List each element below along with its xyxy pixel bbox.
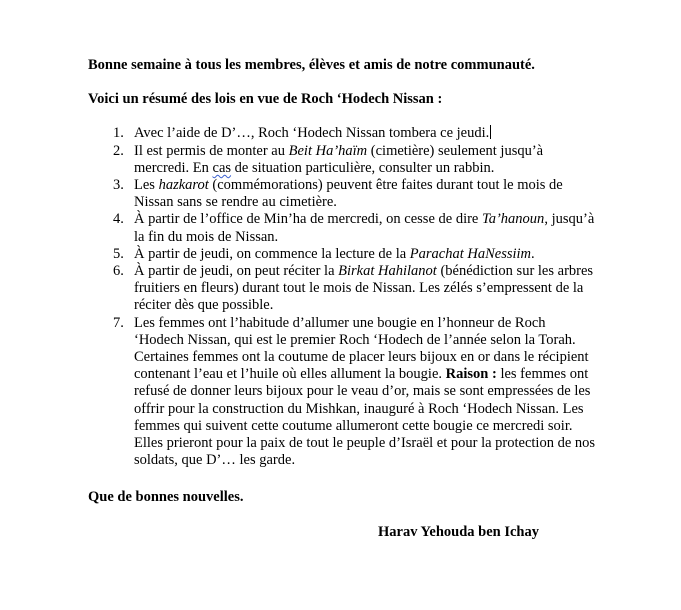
closing-text: Que de bonnes nouvelles. <box>88 489 244 506</box>
list-item <box>113 211 597 245</box>
spellcheck-word: cas <box>212 159 232 176</box>
list-item-number: 4. <box>113 211 124 228</box>
list-item <box>113 125 597 142</box>
intro-text: Voici un résumé des lois en vue de Roch ‘Hodech Nissan : <box>88 91 443 108</box>
list-item-text: Il est permis de monter au Beit Ha’haïm (cimetière) seulement jusqu’à mercredi. En cas de situation particulière, consulter un rabbin. <box>134 142 544 176</box>
list-item-number: 5. <box>113 245 124 262</box>
text-cursor <box>490 125 491 139</box>
list-item-text: Les femmes ont l’habitude d’allumer une bougie en l’honneur de Roch ‘Hodech Nissan, qui est le premier Roch ‘Hodech de l’année selon la Torah. Certaines femmes ont la coutume de placer leurs bijoux en or dans le récipient contenant l’eau et l’huile où elles allument la bougie. Raison : les femmes ont refusé de donner leurs bijoux pour le veau d’or, mais se sont empressées de les offrir pour la construction du Mishkan, inauguré à Roch ‘Hodech Nissan. Les femmes qui suivent cette coutume allumeront cette bougie ce mercredi soir. Elles prieront pour la paix de tout le peuple d’Israël et pour la protection de nos soldats, que D’… les garde. <box>134 314 596 469</box>
list-item-text: À partir de jeudi, on peut réciter la Birkat Hahilanot (bénédiction sur les arbres fruitiers en fleurs) durant tout le mois de Nissan. Les zélés s’empressent de la réciter dès que possible. <box>134 263 594 314</box>
list-item <box>113 143 597 177</box>
list-item-text: Les hazkarot (commémorations) peuvent être faites durant tout le mois de Nissan sans se rendre au cimetière. <box>134 177 563 211</box>
list-item <box>113 263 597 315</box>
list-item <box>113 246 597 263</box>
list-item-number: 2. <box>113 142 124 159</box>
list-item-number: 3. <box>113 177 124 194</box>
list-item-text: Avec l’aide de D’…, Roch ‘Hodech Nissan tombera ce jeudi. <box>134 125 490 142</box>
greeting-text: Bonne semaine à tous les membres, élèves et amis de notre communauté. <box>88 57 535 73</box>
list-item-text: À partir de l’office de Min’ha de mercredi, on cesse de dire Ta’hanoun, jusqu’à la fin du mois de Nissan. <box>134 211 595 245</box>
rules-list <box>113 125 597 469</box>
list-item-text: À partir de jeudi, on commence la lecture de la Parachat HaNessiim. <box>134 245 535 262</box>
signature-text: Harav Yehouda ben Ichay <box>378 523 540 540</box>
list-item-number: 1. <box>113 125 124 142</box>
list-item-number: 6. <box>113 263 124 280</box>
list-item-number: 7. <box>113 314 124 331</box>
list-item <box>113 315 597 470</box>
list-item <box>113 177 597 211</box>
